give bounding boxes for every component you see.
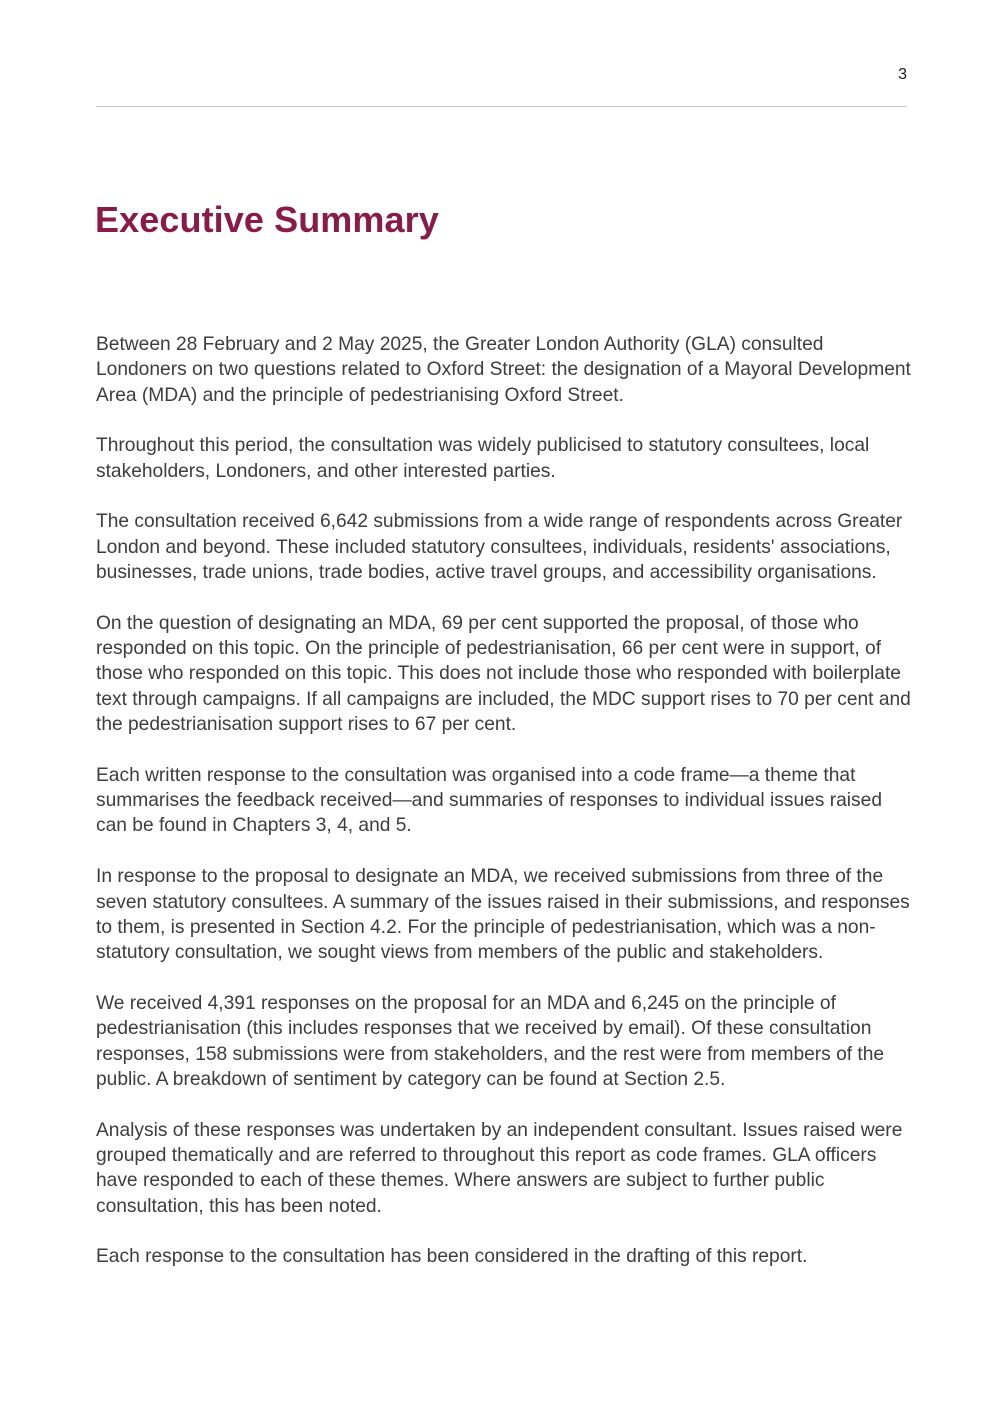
body-content (96, 332, 911, 1295)
paragraph-statutory-consultees: In response to the proposal to designate an MDA, we received submissions from three of the seven statutory consultees. A summary of the issues raised in their submissions, and responses to them, is presented in Section 4.2. For the principle of pedestrianisation, which was a non-statutory consultation, we sought views from members of the public and stakeholders. (96, 866, 910, 964)
paragraph-submissions: The consultation received 6,642 submissions from a wide range of respondents across Greater London and beyond. These included statutory consultees, individuals, residents' associations, businesses, trade unions, trade bodies, active travel groups, and accessibility organisations. (96, 511, 903, 584)
paragraph-consultation-period: Between 28 February and 2 May 2025, the Greater London Authority (GLA) consulted Londoners on two questions related to Oxford Street: the designation of a Mayoral Development Area (MDA) and the principle of pedestrianising Oxford Street. (96, 334, 911, 406)
paragraph-publicity: Throughout this period, the consultation was widely publicised to statutory consultees, local stakeholders, Londoners, and other interested parties. (96, 435, 870, 482)
paragraph-code-frame: Each written response to the consultation was organised into a code frame—a theme that summarises the feedback received—and summaries of responses to individual issues raised can be found in Chapters 3, 4, and 5. (96, 764, 882, 837)
paragraph-analysis: Analysis of these responses was undertaken by an independent consultant. Issues raised were grouped thematically and are referred to throughout this report as code frames. GLA officers have responded to each of these themes. Where answers are subject to further public consultation, this has been noted. (96, 1119, 903, 1217)
header-divider (96, 106, 907, 107)
paragraph-support-levels: On the question of designating an MDA, 69 per cent supported the proposal, of those who responded on this topic. On the principle of pedestrianisation, 66 per cent were in support, of those who responded on this topic. This does not include those who responded with boilerplate text through campaigns. If all campaigns are included, the MDC support rises to 70 per cent and the pedestrianisation support rises to 67 per cent. (96, 612, 911, 736)
paragraph-consideration: Each response to the consultation has been considered in the drafting of this report. (96, 1246, 808, 1268)
paragraph-response-counts: We received 4,391 responses on the proposal for an MDA and 6,245 on the principle of pedestrianisation (this includes responses that we received by email). Of these consultation responses, 158 submissions were from stakeholders, and the rest were from members of the public. A breakdown of sentiment by category can be found at Section 2.5. (96, 992, 885, 1090)
page-number: 3 (898, 66, 907, 83)
page-title: Executive Summary (95, 199, 439, 240)
